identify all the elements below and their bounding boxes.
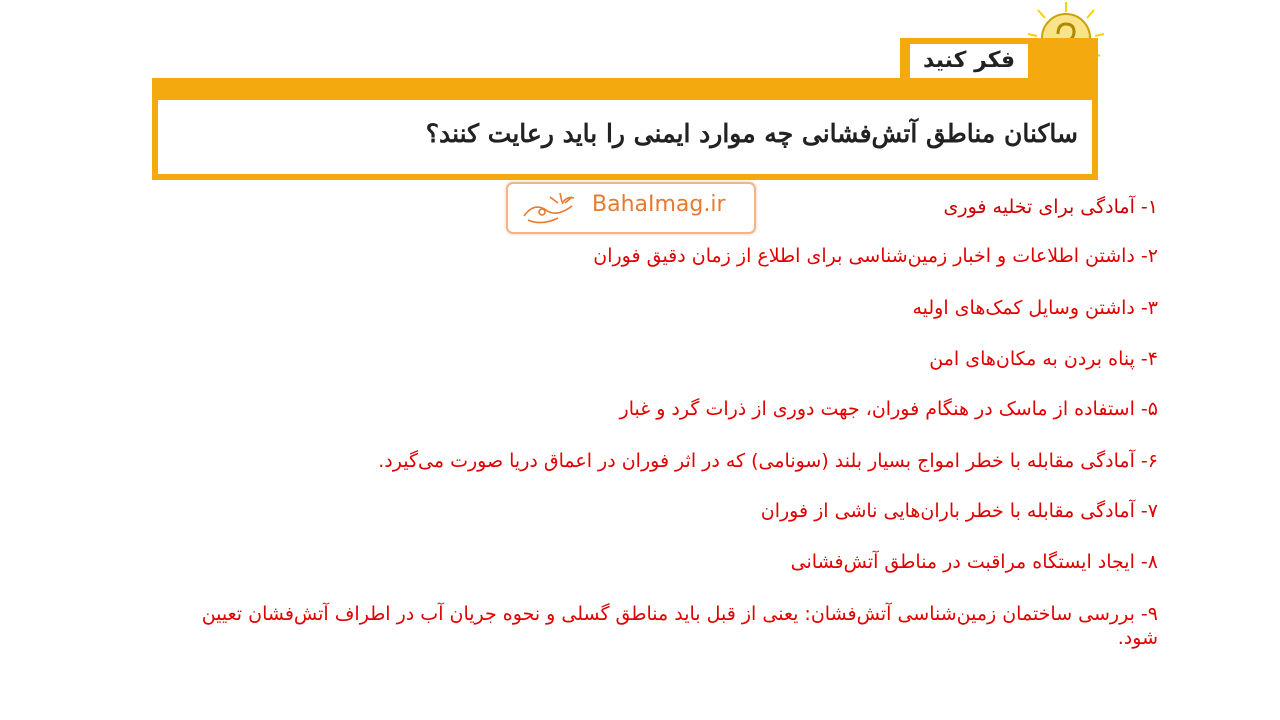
answer-item-9: ۹- بررسی ساختمان زمین‌شناسی آتش‌فشان: یعنی از قبل باید مناطق گسلی و نحوه جریان آب در اطراف آتش‌فشان تعیین شود. (201, 603, 1158, 649)
answer-item-1: ۱- آمادگی برای تخلیه فوری (943, 196, 1158, 218)
answer-item-5: ۵- استفاده از ماسک در هنگام فوران، جهت دوری از ذرات گرد و غبار (619, 398, 1158, 420)
watermark-text: BahaImag.ir (592, 192, 726, 217)
answer-item-4: ۴- پناه بردن به مکان‌های امن (929, 348, 1158, 370)
question-box-inner (158, 100, 1092, 174)
watermark-logo-icon (518, 190, 580, 228)
question-text: ساکنان مناطق آتش‌فشانی چه موارد ایمنی را باید رعایت کنند؟ (425, 119, 1078, 148)
answer-item-6: ۶- آمادگی مقابله با خطر امواج بسیار بلند (سونامی) که در اثر فوران در اعماق دریا صورت می‌گیرد. (378, 450, 1158, 472)
answer-item-2: ۲- داشتن اطلاعات و اخبار زمین‌شناسی برای اطلاع از زمان دقیق فوران (593, 245, 1158, 267)
watermark-badge (506, 182, 756, 234)
header-title: فکر کنید (910, 44, 1028, 78)
question-box (152, 78, 1098, 180)
answer-item-3: ۳- داشتن وسایل کمک‌های اولیه (912, 297, 1158, 319)
answer-item-8: ۸- ایجاد ایستگاه مراقبت در مناطق آتش‌فشانی (790, 551, 1158, 573)
answer-item-7: ۷- آمادگی مقابله با خطر باران‌هایی ناشی از فوران (760, 500, 1158, 522)
